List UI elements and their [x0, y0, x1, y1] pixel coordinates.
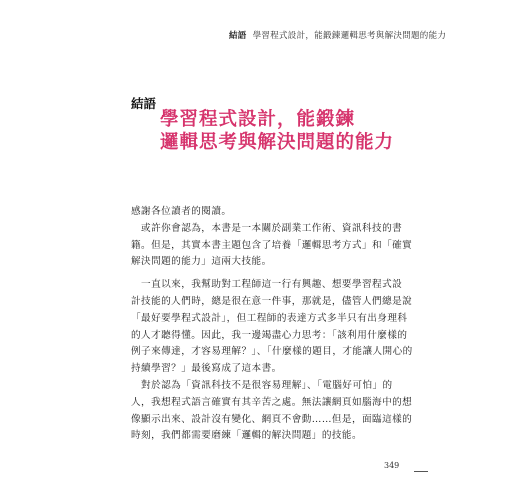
paragraph-line: 像顯示出來、設計沒有變化、網頁不會動……但是，面臨這樣的 [131, 413, 413, 425]
page-number: 349 [384, 461, 400, 470]
chapter-title-line: 邏輯思考與解決問題的能力 [160, 132, 395, 153]
paragraph-line: 一直以來，我幫助對工程師這一行有興趣、想要學習程式設 [131, 279, 403, 291]
paragraph-line: 的人才聽得懂。因此，我一邊竭盡心力思考：「該利用什麼樣的 [131, 329, 408, 341]
paragraph-line: 計技能的人們時，總是很在意一件事，那就是，儘管人們總是說 [131, 295, 413, 307]
paragraph-line: 例子來傳達，才容易理解？」、「什麼樣的題目，才能讓人開心的 [131, 346, 413, 358]
running-head-chapter: 結語 [229, 31, 247, 41]
paragraph-line: 或許你會認為，本書是一本關於副業工作術、資訊科技的書 [131, 222, 403, 234]
paragraph-line: 持續學習？」最後寫成了這本書。 [131, 363, 282, 375]
running-head [229, 29, 446, 41]
running-head-title: 學習程式設計，能鍛鍊邏輯思考與解決問題的能力 [252, 31, 447, 41]
paragraph-line: 感謝各位讀者的閱讀。 [131, 206, 232, 217]
paragraph-line: 人，我想程式語言確實有其辛苦之處。無法讓網頁如腦海中的想 [131, 396, 413, 408]
paragraph-line: 「最好要學程式設計」，但工程師的表達方式多半只有出身理科 [131, 312, 408, 324]
page-number-rule [414, 471, 428, 472]
chapter-title-line: 學習程式設計，能鍛鍊 [160, 109, 356, 130]
chapter-title [160, 108, 394, 154]
paragraph-line: 對於認為「資訊科技不是很容易理解」、「電腦好可怕」的 [131, 379, 393, 391]
chapter-label: 結語 [131, 96, 157, 111]
body-text [131, 204, 413, 445]
paragraph-line: 解決問題的能力」這兩大技能。 [131, 256, 272, 268]
paragraph-line: 時刻，我們都需要磨練「邏輯的解決問題」的技能。 [131, 430, 363, 442]
paragraph-line: 籍。但是，其實本書主題包含了培養「邏輯思考方式」和「確實 [131, 239, 413, 251]
